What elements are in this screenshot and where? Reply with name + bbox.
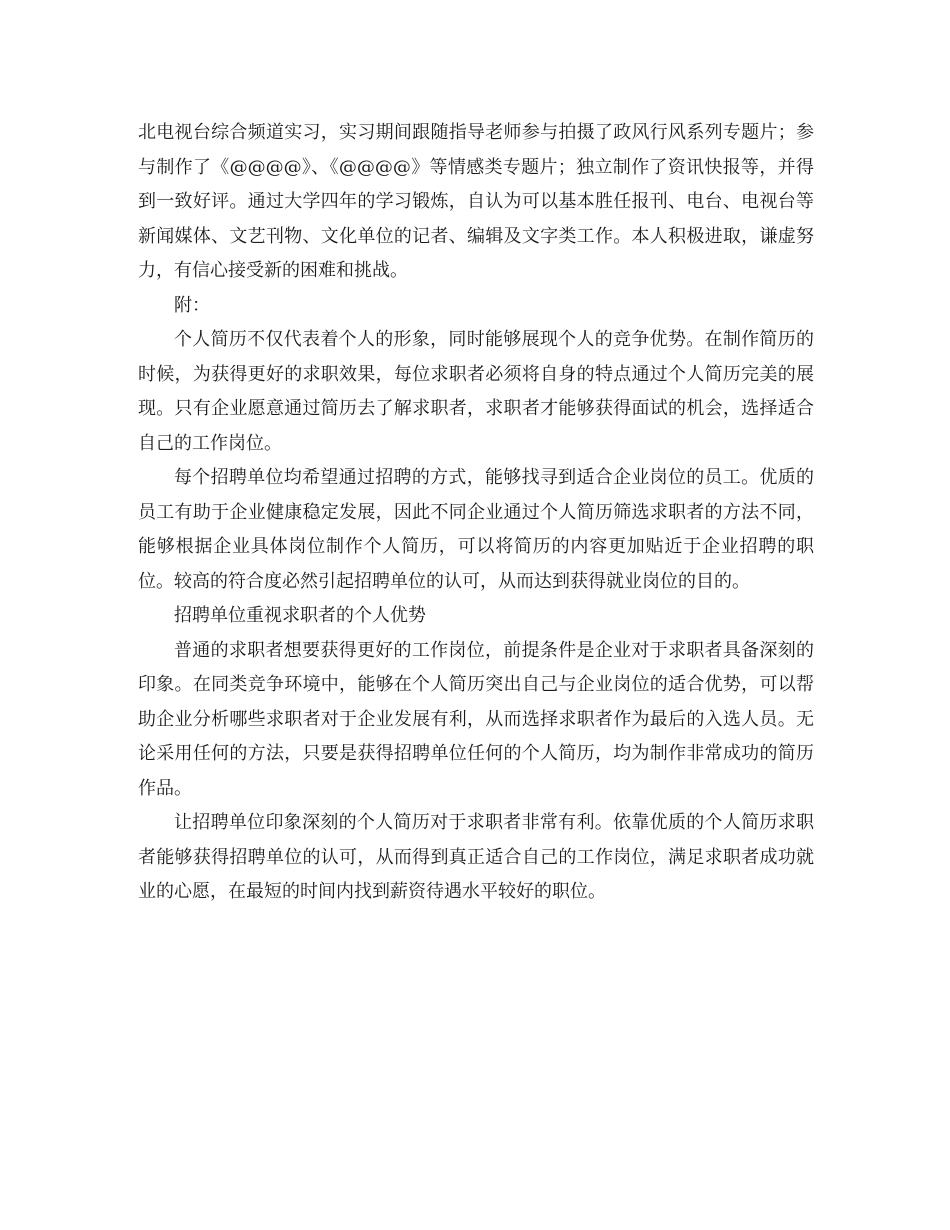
paragraph-recruiting-units: 每个招聘单位均希望通过招聘的方式，能够找寻到适合企业岗位的员工。优质的员工有助于企业健康稳定发展，因此不同企业通过个人简历筛选求职者的方法不同，能够根据企业具体岗位制作个人简历，可以将简历的内容更加贴近于企业招聘的职位。较高的符合度必然引起招聘单位的认可，从而达到获得就业岗位的目的。 bbox=[138, 467, 814, 592]
paragraph-appendix-label: 附： bbox=[174, 294, 210, 316]
paragraph-internship: 北电视台综合频道实习，实习期间跟随指导老师参与拍摄了政风行风系列专题片；参与制作了《@@@@》、《@@@@》等情感类专题片；独立制作了资讯快报等，并得到一致好评。通过大学四年的学习锻炼，自认为可以基本胜任报刊、电台、电视台等新闻媒体、文艺刊物、文化单位的记者、编辑及文字类工作。本人积极进取，谦虚努力，有信心接受新的困难和挑战。 bbox=[138, 122, 814, 281]
paragraph-resume-benefit: 让招聘单位印象深刻的个人简历对于求职者非常有利。依靠优质的个人简历求职者能够获得招聘单位的认可，从而得到真正适合自己的工作岗位，满足求职者成功就业的心愿，在最短的时间内找到薪资待遇水平较好的职位。 bbox=[138, 812, 814, 902]
section-heading-personal-advantage: 招聘单位重视求职者的个人优势 bbox=[174, 605, 426, 626]
document-body bbox=[138, 116, 814, 910]
paragraph-resume-importance: 个人简历不仅代表着个人的形象，同时能够展现个人的竞争优势。在制作简历的时候，为获得更好的求职效果，每位求职者必须将自身的特点通过个人简历完美的展现。只有企业愿意通过简历去了解求职者，求职者才能够获得面试的机会，选择适合自己的工作岗位。 bbox=[138, 329, 814, 454]
paragraph-applicant-impression: 普通的求职者想要获得更好的工作岗位，前提条件是企业对于求职者具备深刻的印象。在同类竞争环境中，能够在个人简历突出自己与企业岗位的适合优势，可以帮助企业分析哪些求职者对于企业发展有利，从而选择求职者作为最后的入选人员。无论采用任何的方法，只要是获得招聘单位任何的个人简历，均为制作非常成功的简历作品。 bbox=[138, 639, 814, 799]
